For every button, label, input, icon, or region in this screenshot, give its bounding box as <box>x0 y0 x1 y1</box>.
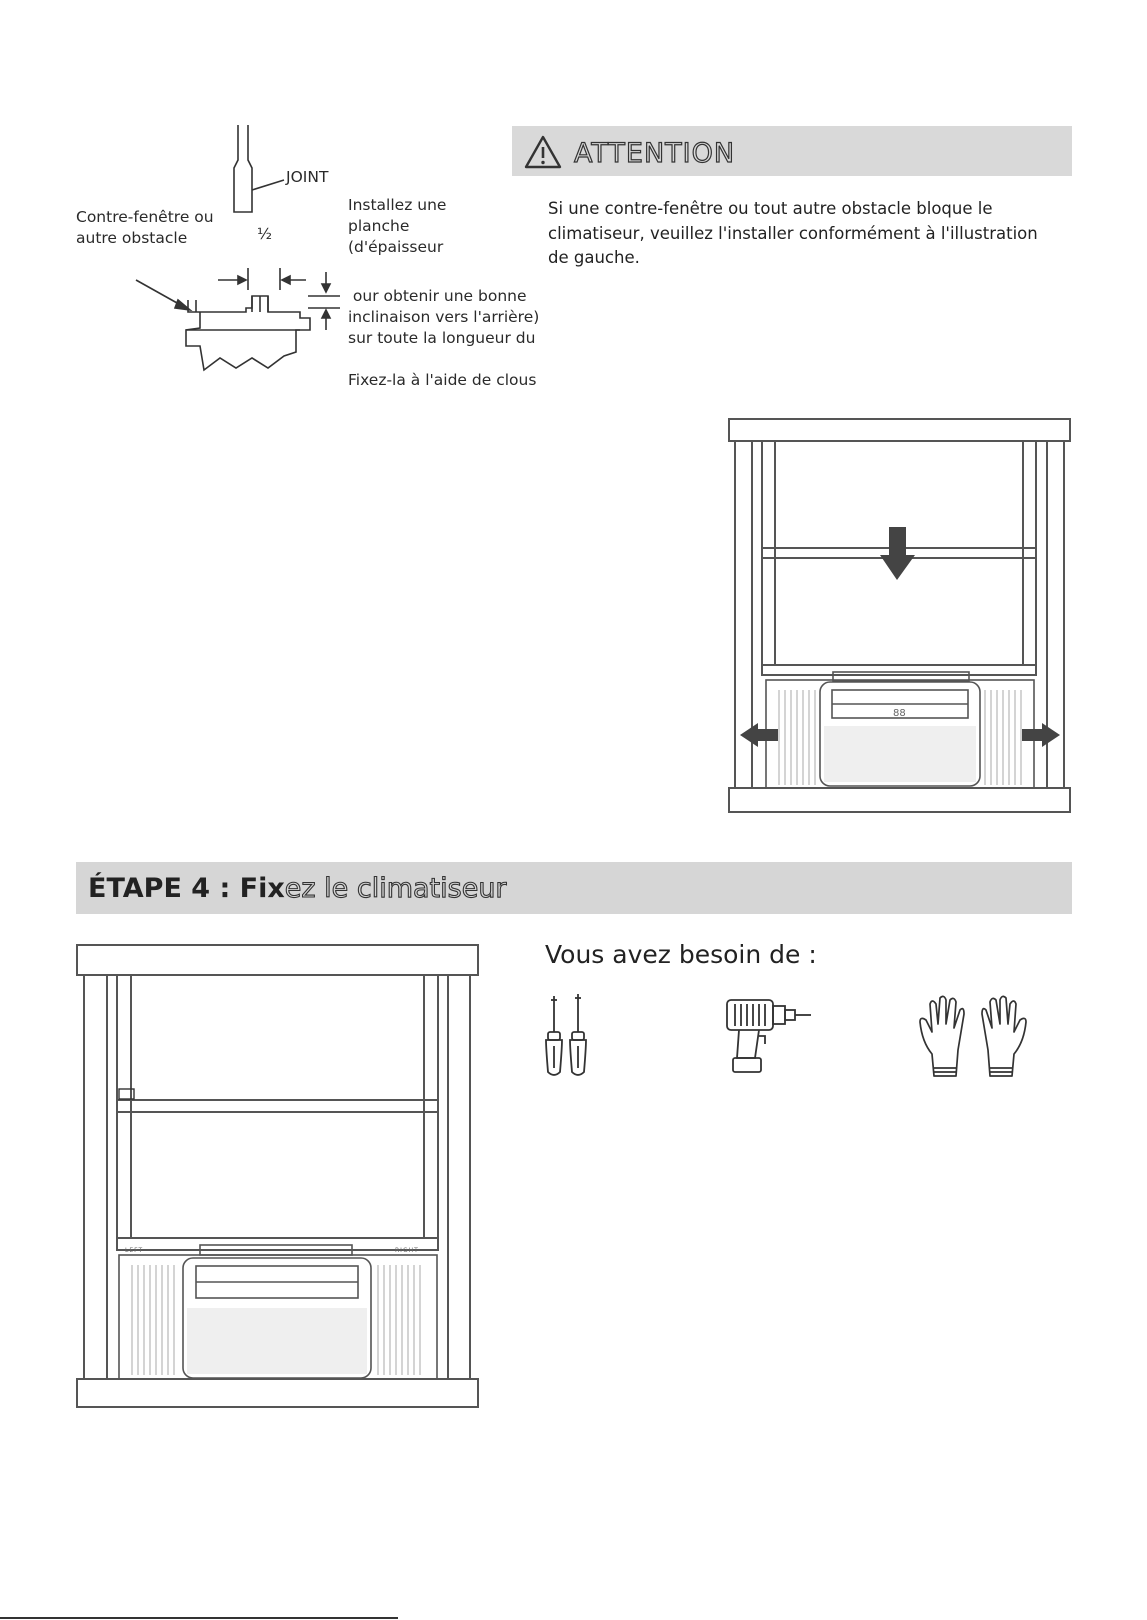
joint-label: JOINT <box>286 168 329 186</box>
instruction-line-3: (d'épaisseur <box>348 238 444 256</box>
obstacle-label: Contre-fenêtre ou autre obstacle <box>76 208 214 247</box>
screwdrivers-icon <box>540 992 600 1082</box>
unit-left-label: LEFT <box>125 1247 144 1254</box>
unit-right-label: RIGHT <box>395 1247 419 1254</box>
instruction-line-7: Fixez-la à l'aide de clous <box>348 371 537 389</box>
instruction-line-1: Installez une <box>348 196 447 214</box>
attention-text: Si une contre-fenêtre ou tout autre obstacle bloque le climatiseur, veuillez l'installer conformément à l'illustration de gauche. <box>548 199 1038 267</box>
tools-heading: Vous avez besoin de : <box>545 940 817 969</box>
step-title-solid: ÉTAPE 4 : Fix <box>88 873 285 904</box>
footer-rule <box>0 1617 398 1619</box>
half-label: ½ <box>257 225 273 243</box>
drill-icon <box>725 996 825 1086</box>
step-title-outline: ez le climatiseur <box>284 873 507 904</box>
instruction-line-2: planche <box>348 217 410 235</box>
attention-title: ATTENTION <box>574 138 736 169</box>
instruction-line-6: sur toute la longueur du <box>348 329 536 347</box>
unit-display: 88 <box>893 708 906 719</box>
instruction-line-5: inclinaison vers l'arrière) <box>348 308 540 326</box>
instruction-line-4: our obtenir une bonne <box>348 287 527 305</box>
gloves-icon <box>918 992 1028 1082</box>
